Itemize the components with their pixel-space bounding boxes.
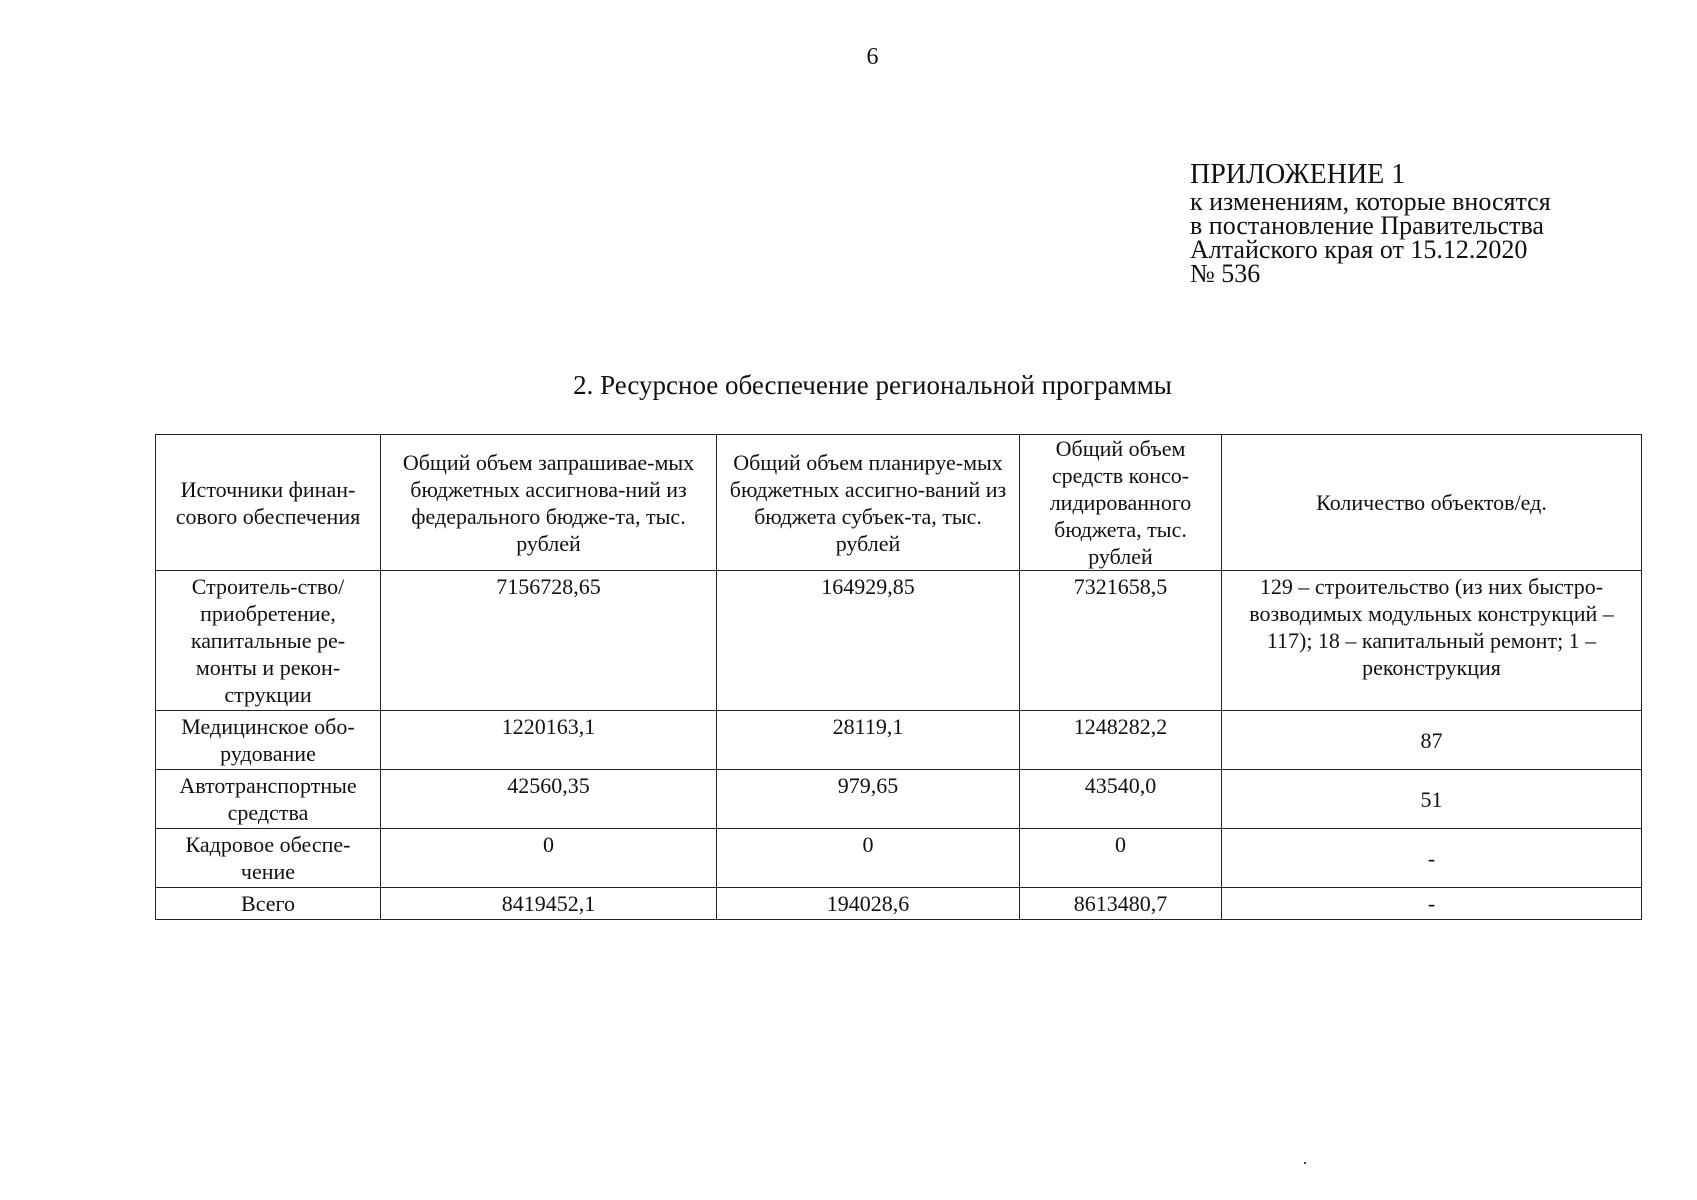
cell-source: Кадровое обеспе-чение (156, 829, 381, 888)
cell-consolidated: 1248282,2 (1020, 711, 1222, 770)
cell-subject: 28119,1 (717, 711, 1020, 770)
appendix-title: ПРИЛОЖЕНИЕ 1 (1190, 159, 1406, 190)
cell-federal: 42560,35 (381, 770, 717, 829)
scan-speck (1304, 1162, 1306, 1164)
cell-consolidated: 8613480,7 (1020, 888, 1222, 920)
appendix-line: Алтайского края от 15.12.2020 (1190, 235, 1528, 264)
cell-federal: 7156728,65 (381, 571, 717, 711)
table-header (156, 435, 1642, 571)
cell-subject: 979,65 (717, 770, 1020, 829)
cell-federal: 8419452,1 (381, 888, 717, 920)
cell-subject: 194028,6 (717, 888, 1020, 920)
appendix-header (1190, 160, 1670, 286)
cell-consolidated: 7321658,5 (1020, 571, 1222, 711)
cell-source: Строитель-ство/приобретение, капитальные ре-монты и рекон-струкции (156, 571, 381, 711)
cell-source: Автотранспортные средства (156, 770, 381, 829)
table-row (156, 829, 1642, 888)
table-row (156, 571, 1642, 711)
cell-quantity: - (1222, 829, 1642, 888)
header-quantity: Количество объектов/ед. (1222, 435, 1642, 571)
header-subject: Общий объем планируе-мых бюджетных ассигно-ваний из бюджета субъек-та, тыс. рублей (717, 435, 1020, 571)
cell-federal: 1220163,1 (381, 711, 717, 770)
header-row (156, 435, 1642, 571)
cell-quantity: - (1222, 888, 1642, 920)
cell-subject: 164929,85 (717, 571, 1020, 711)
cell-source: Медицинское обо-рудование (156, 711, 381, 770)
header-consolidated: Общий объем средств консо-лидированного бюджета, тыс. рублей (1020, 435, 1222, 571)
section-title: 2. Ресурсное обеспечение региональной программы (573, 370, 1172, 400)
cell-quantity: 129 – строительство (из них быстро-возводимых модульных конструкций – 117); 18 – капитальный ремонт; 1 – реконструкция (1222, 571, 1642, 711)
table-row (156, 711, 1642, 770)
table-body (156, 571, 1642, 920)
page-number: 6 (866, 44, 879, 70)
appendix-line: к изменениям, которые вносятся (1190, 187, 1551, 216)
table-row (156, 770, 1642, 829)
cell-quantity: 87 (1222, 711, 1642, 770)
cell-source: Всего (156, 888, 381, 920)
cell-subject: 0 (717, 829, 1020, 888)
cell-consolidated: 43540,0 (1020, 770, 1222, 829)
header-sources: Источники финан-сового обеспечения (156, 435, 381, 571)
cell-consolidated: 0 (1020, 829, 1222, 888)
appendix-line: в постановление Правительства (1190, 211, 1544, 240)
resource-table (155, 434, 1642, 920)
header-federal: Общий объем запрашивае-мых бюджетных ассигнова-ний из федерального бюдже-та, тыс. рублей (381, 435, 717, 571)
cell-quantity: 51 (1222, 770, 1642, 829)
cell-federal: 0 (381, 829, 717, 888)
table-row-total (156, 888, 1642, 920)
appendix-line: № 536 (1190, 259, 1261, 288)
